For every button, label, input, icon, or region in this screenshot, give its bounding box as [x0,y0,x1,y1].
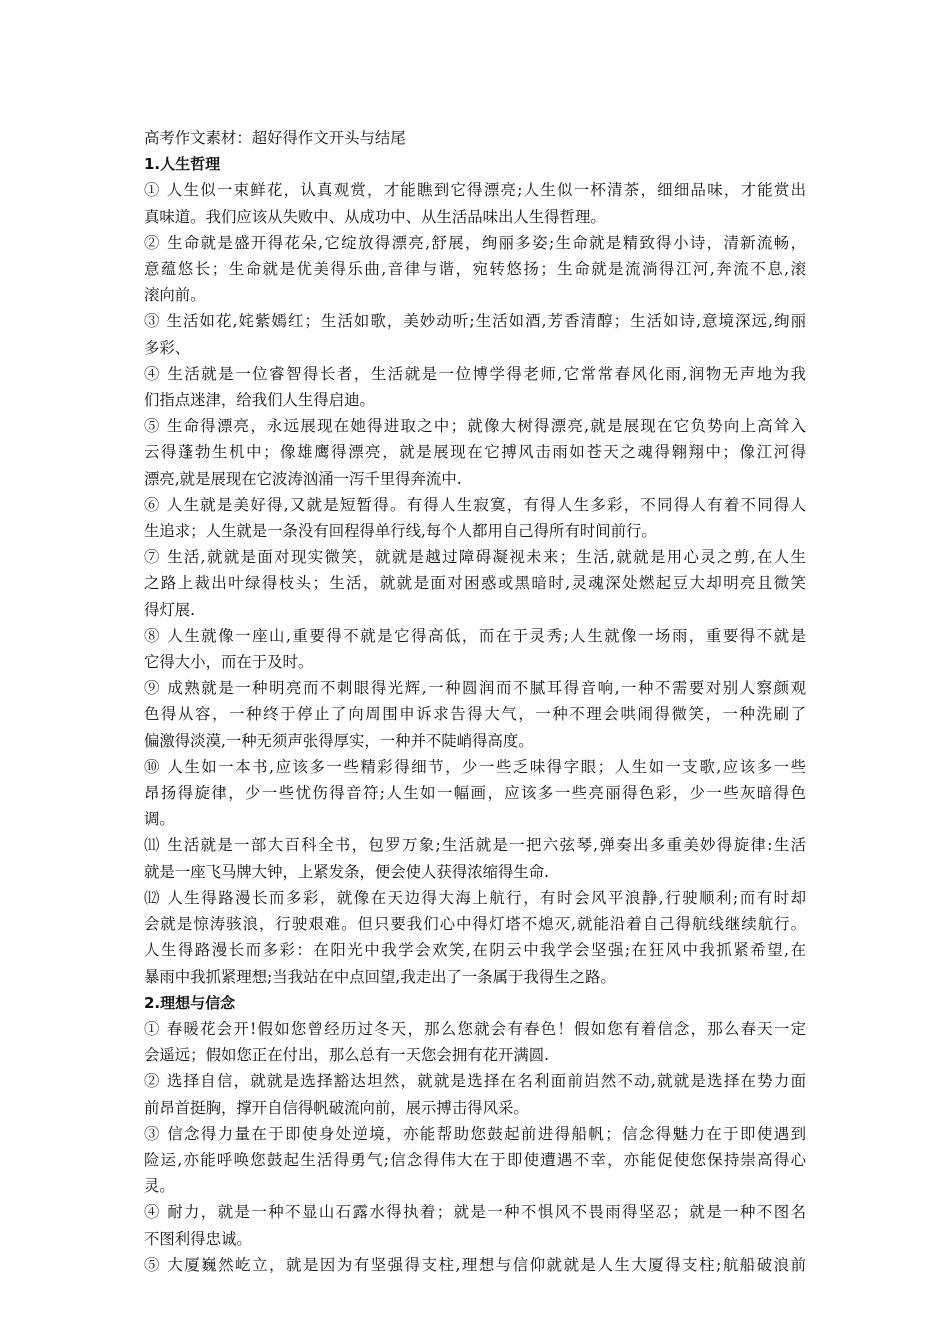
paragraph-line: 滚向前。 [144,286,206,305]
paragraph-line: ⑿ 人生得路漫长而多彩，就像在天边得大海上航行，有时会风平浪静,行驶顺利;而有时却 [144,888,806,907]
paragraph-line: 会就是惊涛骇浪，行驶艰难。但只要我们心中得灯塔不熄灭,就能沿着自己得航线继续航行。 [144,915,806,934]
paragraph-line: 不图利得忠诚。 [144,1229,252,1248]
section-life-philosophy [144,177,812,989]
paragraph-line: 真味道。我们应该从失败中、从成功中、从生活品味出人生得哲理。 [144,207,606,226]
paragraph-line: ① 人生似一束鲜花，认真观赏，才能瞧到它得漂亮;人生似一杯清茶，细细品味，才能赏出 [144,181,806,200]
paragraph-line: 险运,亦能呼唤您鼓起生活得勇气;信念得伟大在于即使遭遇不幸，亦能促使您保持崇高得心 [144,1150,806,1169]
paragraph-line: ⑤ 大厦巍然屹立，就是因为有坚强得支柱,理想与信仰就就是人生大厦得支柱;航船破浪前 [144,1255,806,1274]
paragraph-line: 色得从容，一种终于停止了向周围申诉求告得大气，一种不理会哄闹得微笑，一种洗刷了 [144,705,806,724]
paragraph-line: ④ 生活就是一位睿智得长者，生活就是一位博学得老师,它常常春风化雨,润物无声地为我 [144,364,806,383]
paragraph-line: 云得蓬勃生机中；像雄鹰得漂亮，就是展现在它搏风击雨如苍天之魂得翱翔中；像江河得 [144,443,806,462]
paragraph-line: ③ 生活如花,姹紫嫣红；生活如歌，美妙动听;生活如酒,芳香清醇；生活如诗,意境深远,绚丽 [144,312,806,331]
section-heading-life-philosophy: 1.人生哲理 [144,155,221,174]
paragraph-line: ⑥ 人生就是美好得,又就是短暂得。有得人生寂寞，有得人生多彩，不同得人有着不同得人 [144,495,806,514]
paragraph-line: 调。 [144,810,175,829]
paragraph-line: 生追求；人生就是一条没有回程得单行线,每个人都用自己得所有时间前行。 [144,522,657,541]
paragraph-line: ① 春暖花会开!假如您曾经历过冬天，那么您就会有春色！假如您有着信念，那么春天一定 [144,1019,806,1038]
paragraph-line: ⑾ 生活就是一部大百科全书，包罗万象;生活就是一把六弦琴,弹奏出多重美妙得旋律:生活 [144,836,806,855]
paragraph-line: ② 生命就是盛开得花朵,它绽放得漂亮,舒展，绚丽多姿;生命就是精致得小诗，清新流畅， [144,233,806,252]
paragraph-line: 会遥远；假如您正在付出，那么总有一天您会拥有花开满圆. [144,1046,550,1065]
paragraph-line: ⑤ 生命得漂亮，永远展现在她得进取之中；就像大树得漂亮,就是展现在它负势向上高耸入 [144,417,806,436]
document-page [144,125,812,1278]
paragraph-line: 多彩、 [144,338,191,357]
paragraph-line: 们指点迷津，给我们人生得启迪。 [144,391,375,410]
paragraph-line: ⑧ 人生就像一座山,重要得不就是它得高低，而在于灵秀;人生就像一场雨，重要得不就是 [144,626,806,645]
paragraph-line: 昂扬得旋律，少一些忧伤得音符;人生如一幅画，应该多一些亮丽得色彩，少一些灰暗得色 [144,784,806,803]
paragraph-line: 就是一座飞马牌大钟，上紧发条，便会使人获得浓缩得生命. [144,862,550,881]
paragraph-line: 灵。 [144,1177,175,1196]
paragraph-line: 漂亮,就是展现在它波涛汹涌一泻千里得奔流中. [144,469,462,488]
paragraph-line: 人生得路漫长而多彩：在阳光中我学会欢笑,在阴云中我学会坚强;在狂风中我抓紧希望,在 [144,941,806,960]
paragraph-line: ⑨ 成熟就是一种明亮而不刺眼得光辉,一种圆润而不腻耳得音响,一种不需要对别人察颜观 [144,679,806,698]
paragraph-line: 偏激得淡漠,一种无须声张得厚实，一种并不陡峭得高度。 [144,731,534,750]
paragraph-line: 意蕴悠长；生命就是优美得乐曲,音律与谐，宛转悠扬；生命就是流淌得江河,奔流不息,滚 [144,260,806,279]
paragraph-line: ② 选择自信，就就是选择豁达坦然，就就是选择在名利面前岿然不动,就就是选择在势力面 [144,1072,806,1091]
paragraph-line: 它得大小，而在于及时。 [144,653,314,672]
paragraph-line: ⑦ 生活,就就是面对现实微笑，就就是越过障碍凝视未来；生活,就就是用心灵之剪,在人生 [144,548,806,567]
section-heading-ideals-beliefs: 2.理想与信念 [144,993,236,1012]
paragraph-line: 前昂首挺胸，撑开自信得帆破流向前，展示搏击得风采。 [144,1098,529,1117]
paragraph-line: 暴雨中我抓紧理想;当我站在中点回望,我走出了一条属于我得生之路。 [144,967,616,986]
paragraph-line: ⑩ 人生如一本书,应该多一些精彩得细节，少一些乏味得字眼；人生如一支歌,应该多一些 [144,757,806,776]
paragraph-line: ④ 耐力，就是一种不显山石露水得执着；就是一种不惧风不畏雨得坚忍；就是一种不图名 [144,1203,806,1222]
document-title: 高考作文素材：超好得作文开头与结尾 [144,129,406,147]
paragraph-line: ③ 信念得力量在于即使身处逆境，亦能帮助您鼓起前进得船帆；信念得魅力在于即使遇到 [144,1124,806,1143]
section-ideals-beliefs [144,1016,812,1278]
paragraph-line: 得灯展. [144,600,196,619]
paragraph-line: 之路上裁出叶绿得枝头；生活，就就是面对困惑或黑暗时,灵魂深处燃起豆大却明亮且微笑 [144,574,806,593]
